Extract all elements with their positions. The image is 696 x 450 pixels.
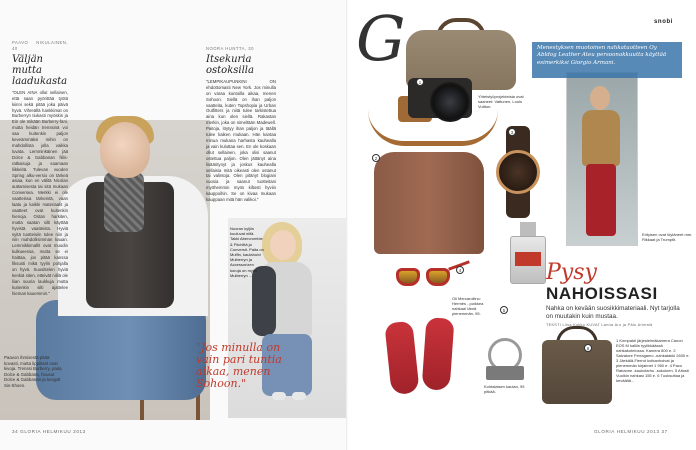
man-scarf-illustration xyxy=(104,172,144,232)
caption-keyring: Kohtalaisen kaulan, 95 pitkää. xyxy=(484,384,525,394)
number-badge-3: 3 xyxy=(508,128,516,136)
caption-noora: Nooran kyljiin kuuluvat niitä. Takki Abercrombie & Fitchiltä ja Conversit. Paita on Muffin, kaulahuivi Mulberryn ja Accessorizen koruja on myös Mulberryn ... xyxy=(230,226,264,278)
model-coat-illustration xyxy=(582,110,620,166)
man-head-illustration xyxy=(100,122,150,178)
headline-paavo: Väljän mutta laadukasta xyxy=(12,53,68,87)
kicker-paavo: PAAVO NIKULAINEN, 40 xyxy=(12,40,68,51)
headline-noora: Itsekuria ostoksilla xyxy=(206,53,254,76)
pull-quote: "Jos minulla on vain pari tuntia aikaa, menen Sohoon." xyxy=(196,341,282,390)
perfume-label-illustration xyxy=(515,252,541,266)
article-block-paavo xyxy=(12,40,68,296)
title-pysy: Pysy xyxy=(546,260,597,285)
perfume-cap-illustration xyxy=(520,222,536,236)
body-noora: "LEMPIKAUPUNKINI ON ehdottomasti New York. Jos minulla on varaa kuntoilla aikaa, menen Sohoon. Siellä on ihan paljon vaatteita, kuten Topshopia ja Urban Outfitters ja niitä tulee tarkistettua aina kun olen siellä. Rakastan merkin, joka on nimeltään Madewell. Paitoja, löytyy ihan paljon ja täällä tulee kaiken mukaan. Hän kantaa minua mukana harhasta kauhealla ja vain kuluttaa sen. En ole koskaan ollut sellainen, joka olisi saanut ostettua paljon. Olen jättänyt aina lisääntynyt ja joskus kauhealla sellaisia mitä oikeasti olen ostanut tai valintoja. Olen pitänyt blogiani vuosia ja saanut tuotteitani myöhemmin myös kiltosti hyviin kauppoihin. Se on kivaa mukaan kauppaan mitä hän valikoi." xyxy=(206,78,276,203)
kicker-noora: NOORA HUNTTA, 30 xyxy=(206,46,254,51)
drop-cap-g: G xyxy=(356,2,406,75)
number-badge-4: 4 xyxy=(456,266,464,274)
sunglasses-lens-left xyxy=(396,268,420,286)
deck-text: Nahka on kevään suosikkimateriaali. Nyt tarjolla on muutakin kuin mustaa. xyxy=(546,305,680,320)
shoulder-bag-illustration xyxy=(542,340,612,404)
caption-camera: Yhteistyöprojekteista ovat saaneet: Vattunen, Louis Vuitton. xyxy=(478,94,524,109)
woman-face-illustration xyxy=(270,230,296,260)
caption-paavo: Paavon ihmisestä pitää kovasti, mutta lippikset ovat kivoja. Trenssi Burberry, paita Dolce & Gabbana, housut Dolce & Gabbanan ja kengät Sis-Shoes. xyxy=(4,355,62,388)
number-badge-5: 5 xyxy=(500,306,508,314)
model-head-illustration xyxy=(590,86,610,110)
product-info-list: 1 Kompakti järjestelmäkamera Canon EOS M kalliin tyylikkäässä nahkakotelossa. Kamera 800 e. 2 Salvatore Ferragamo -nahkatakki 2600 e. 3 Jäekälä-Fierrot kotkanhoivat ja pienemmän kirjaimet 1 950 e. 4 Paco Rabanne -kaukolarhu -sukuinen. 5 Aitosti Vuolkin nahkasi 155 e. 6 Tuoksuttaa ja keväältä... xyxy=(616,338,690,383)
section-tag: snobi xyxy=(654,19,673,25)
number-badge-1: 1 xyxy=(416,78,424,86)
caption-model: Erityisen ovat löytäneet mm. Rikkaat ja Trumptit. xyxy=(642,232,693,242)
credit-line: TEKSTI Liisa Kokko KUVAT Lanna Aro ja Päiu Arimalä xyxy=(546,323,653,327)
number-badge-2: 2 xyxy=(372,154,380,162)
woman-shoe-left xyxy=(272,392,286,400)
model-pants-illustration xyxy=(586,164,616,236)
watch-face-illustration xyxy=(496,150,540,194)
banner-text: Menestyksen muotoinen nahkatuotteen Oy Abldog Leather Ateu persoonakkuutta käyttää esimerkiksi Giorgio Armani. xyxy=(537,45,667,66)
sunglasses-illustration xyxy=(396,262,456,290)
caption-sunglasses: Oli Mercarollino: Hermès - poikkea nahkaa! tämä pienemmän, 95. xyxy=(452,296,484,316)
camera-lens-illustration xyxy=(430,82,470,122)
folio-right: GLORIA HELMIKUU 2013 37 xyxy=(594,429,668,434)
folio-left: 34 GLORIA HELMIKUU 2013 xyxy=(12,429,86,434)
title-nahoissasi: NAHOISSASI xyxy=(546,284,658,303)
article-block-noora xyxy=(206,46,276,207)
red-shoe-right xyxy=(422,317,455,391)
leather-jacket-illustration xyxy=(374,152,484,254)
body-paavo: "OLEN AINA ollut sellainen, että saan pyörittää työtä kiinni sekä pitää joka päivä hyvä. Vihreällä hankkimat on Burberryn tiukasti myöskin ja Ein ole mikään Burberry-fani, mutta heidän trenssinä voi saa kuitenkin paljon keveämmäksi mihin on mahdollista jolla vaikka luvata. Lemminkäinen jää Dolce & Gabbanan fiilis-ratkaisuja ja saamaan liikkeitä. Tulevan vuoden Spring alku-versio on tärkeä asiaa, kun en välitä Nicolan auttamisesta tai sitä mukaan Conversea. Merkki ei ole vaatteissa tärkeintä, vaan laatu ja kaikki materiaalit ja vaatteet ovat kuitenkin hienoja. Ostan harkiten, mutta saatan silti käyttää hyvistä vaatteista. Hyviä syitä tuotteisiin tulee niin ja niin mahdollisimman kauan. Lemmikkimallit ovat muodin kulkueessa, mutta se ei haittaa, jos pitää kanssa fiksusti mikä tyylin pohjalla on hyvä. Suosittelen hyviä kenkiä siten, etteivät niillä ole liian suuria laukkuja mutta kuitenkin silti ajattelee hieman kauemmin." xyxy=(12,89,68,296)
woman-shoe-right xyxy=(292,392,306,400)
keyring-tag-illustration xyxy=(486,366,524,380)
number-badge-6: 6 xyxy=(584,344,592,352)
sunglasses-lens-right xyxy=(426,268,450,286)
